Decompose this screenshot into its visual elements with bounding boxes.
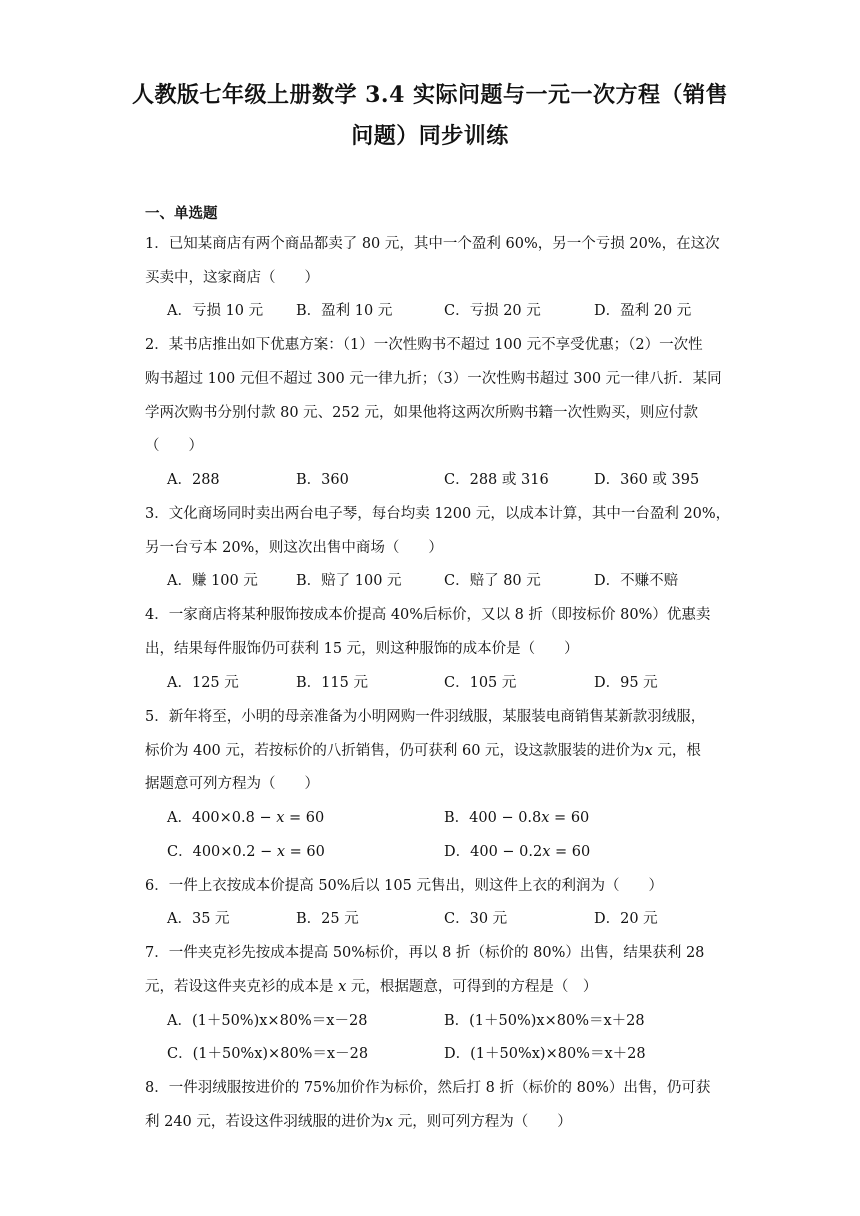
question-3-option-b: B．赔了 100 元 [296,573,402,589]
question-5-option-c: C．400×0.2 − x = 60 [167,844,325,860]
question-1-text-cont: 买卖中，这家商店（ ） [145,270,319,286]
question-2-text-cont: 购书超过 100 元但不超过 300 元一律九折；（3）一次性购书超过 300 元一律八折．某同 [145,371,722,387]
question-6-option-c: C．30 元 [444,911,508,927]
question-2-text-cont: 学两次购书分别付款 80 元、252 元，如果他将这两次所购书籍一次性购买，则应付款 [145,405,698,421]
question-2-option-a: A．288 [167,472,220,488]
question-7-text-cont: 元，若设这件夹克衫的成本是 x 元，根据题意，可得到的方程是（ ） [145,979,598,995]
question-1-text: 1．已知某商店有两个商品都卖了 80 元，其中一个盈利 60%，另一个亏损 20%，在这次 [145,236,720,252]
question-8-text: 8．一件羽绒服按进价的 75%加价作为标价，然后打 8 折（标价的 80%）出售，仍可获 [145,1080,711,1096]
question-5-option-a: A．400×0.8 − x = 60 [167,810,325,826]
question-4-text: 4．一家商店将某种服饰按成本价提高 40%后标价，又以 8 折（即按标价 80%）优惠卖 [145,607,711,623]
question-6-option-b: B．25 元 [296,911,359,927]
question-7-text: 7．一件夹克衫先按成本提高 50%标价，再以 8 折（标价的 80%）出售，结果获利 28 [145,945,705,961]
question-2-option-b: B．360 [296,472,349,488]
question-7-option-a: A．(1＋50%)x×80%＝x－28 [167,1013,368,1029]
question-7-option-d: D．(1＋50%x)×80%＝x＋28 [444,1046,646,1062]
question-3-text: 3．文化商场同时卖出两台电子琴，每台均卖 1200 元，以成本计算，其中一台盈利 20%， [145,506,731,522]
question-4-option-c: C．105 元 [444,675,517,691]
question-4-option-d: D．95 元 [594,675,658,691]
question-3-option-c: C．赔了 80 元 [444,573,541,589]
page-title-line-2: 问题）同步训练 [351,123,509,149]
question-6-option-d: D．20 元 [594,911,658,927]
question-6-option-a: A．35 元 [167,911,230,927]
question-1-option-c: C．亏损 20 元 [444,303,541,319]
question-1-option-a: A．亏损 10 元 [167,303,264,319]
question-7-option-b: B．(1＋50%)x×80%＝x＋28 [444,1013,645,1029]
question-8-text-cont: 利 240 元，若设这件羽绒服的进价为x 元，则可列方程为（ ） [145,1114,572,1130]
question-5-text-cont: 标价为 400 元，若按标价的八折销售，仍可获利 60 元，设这款服装的进价为x 元，根 [145,743,701,759]
question-3-text-cont: 另一台亏本 20%，则这次出售中商场（ ） [145,540,443,556]
question-5-option-d: D．400 − 0.2x = 60 [444,844,591,860]
question-4-text-cont: 出，结果每件服饰仍可获利 15 元，则这种服饰的成本价是（ ） [145,641,579,657]
question-2-text-cont: （ ） [145,438,203,454]
question-5-text: 5．新年将至，小明的母亲准备为小明网购一件羽绒服，某服装电商销售某新款羽绒服， [145,709,706,725]
page-title-line-1: 人教版七年级上册数学 3.4 实际问题与一元一次方程（销售 [131,82,729,108]
question-1-option-b: B．盈利 10 元 [296,303,393,319]
question-4-option-b: B．115 元 [296,675,368,691]
question-2-text: 2．某书店推出如下优惠方案：（1）一次性购书不超过 100 元不享受优惠；（2）一次性 [145,337,703,353]
question-6-text: 6．一件上衣按成本价提高 50%后以 105 元售出，则这件上衣的利润为（ ） [145,878,663,894]
question-5-option-b: B．400 − 0.8x = 60 [444,810,590,826]
question-3-option-a: A．赚 100 元 [167,573,258,589]
question-3-option-d: D．不赚不赔 [594,573,679,589]
question-5-text-cont: 据题意可列方程为（ ） [145,776,319,792]
question-2-option-c: C．288 或 316 [444,472,549,488]
question-4-option-a: A．125 元 [167,675,239,691]
question-7-option-c: C．(1＋50%x)×80%＝x－28 [167,1046,369,1062]
section-heading: 一、单选题 [145,205,218,222]
question-2-option-d: D．360 或 395 [594,472,700,488]
question-1-option-d: D．盈利 20 元 [594,303,692,319]
